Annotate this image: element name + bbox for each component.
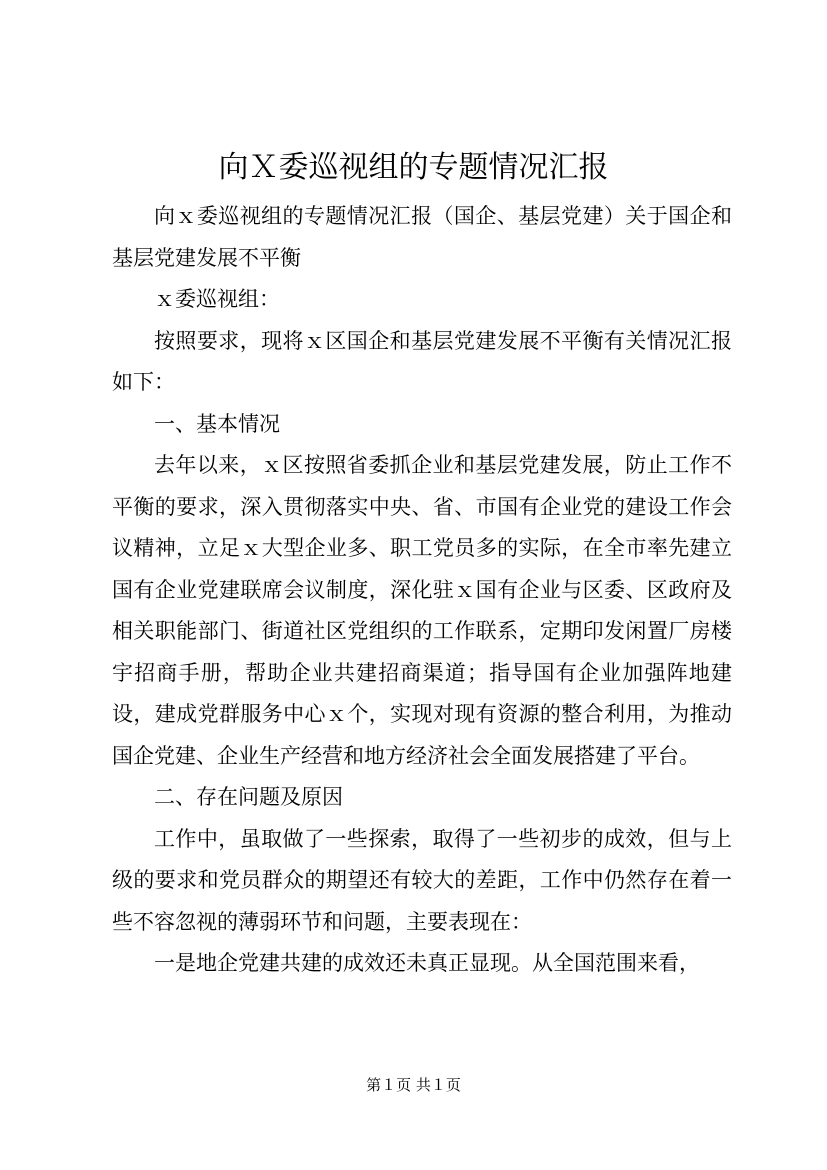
section-heading-basic: 一、基本情况 [154,411,280,436]
paragraph-opening: 按照要求，现将ｘ区国企和基层党建发展不平衡有关情况汇报如下： [112,328,732,394]
paragraph-basic-situation: 去年以来，ｘ区按照省委抓企业和基层党建发展，防止工作不平衡的要求，深入贯彻落实中央、省、市国有企业党的建设工作会议精神，立足ｘ大型企业多、职工党员多的实际，在全市率先建立国有企业党建联席会议制度，深化驻ｘ国有企业与区委、区政府及相关职能部门、街道社区党组织的工作联系，定期印发闲置厂房楼宇招商手册，帮助企业共建招商渠道；指导国有企业加强阵地建设，建成党群服务中心ｘ个，实现对现有资源的整合利用，为推动国企党建、企业生产经营和地方经济社会全面发展搭建了平台。 [112,453,732,768]
paragraph-intro: 向ｘ委巡视组的专题情况汇报（国企、基层党建）关于国企和基层党建发展不平衡 [112,204,732,270]
page-number-footer: 第１页 共１页 [366,1076,461,1094]
paragraph-point-one: 一是地企党建共建的成效还未真正显现。从全国范围来看， [154,951,700,975]
document-title: 向Ｘ委巡视组的专题情况汇报 [218,150,609,185]
paragraph-problems: 工作中，虽取做了一些探索，取得了一些初步的成效，但与上级的要求和党员群众的期望还有较大的差距，工作中仍然存在着一些不容忽视的薄弱环节和问题，主要表现在： [112,826,732,934]
section-heading-problems: 二、存在问题及原因 [154,785,343,809]
paragraph-salutation: ｘ委巡视组： [154,287,280,311]
document-body [112,196,732,985]
